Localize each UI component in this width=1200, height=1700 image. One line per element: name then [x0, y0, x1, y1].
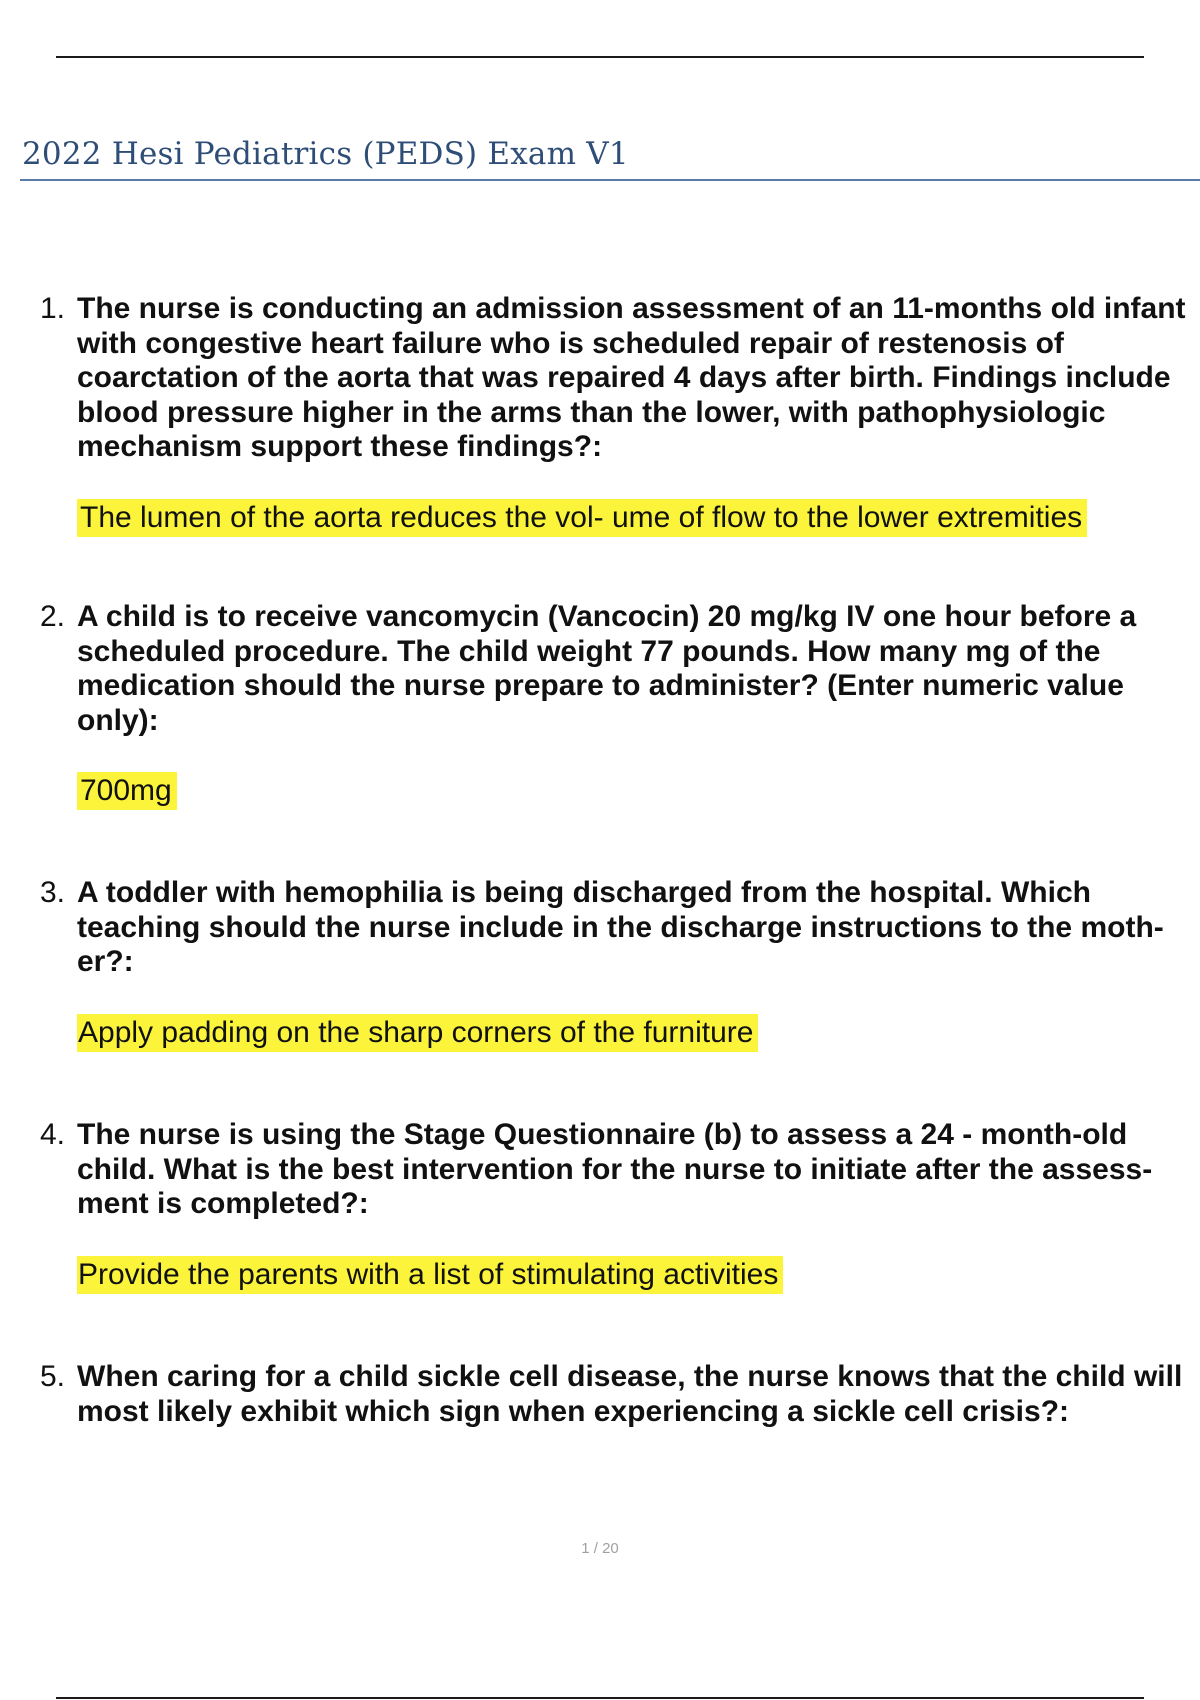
answer-highlight: 700mg — [77, 772, 177, 810]
answer-highlight: Provide the parents with a list of stimulating activities — [77, 1256, 783, 1294]
answer-highlight: Apply padding on the sharp corners of the furniture — [77, 1014, 758, 1052]
question-text: A child is to receive vancomycin (Vancocin) 20 mg/kg IV one hour before a scheduled procedure. The child weight 77 pounds. How many mg of the medication should the nurse prepare to administer? (Enter numeric value only): — [77, 600, 1137, 737]
question-number: 4. — [40, 1118, 66, 1151]
question-number: 1. — [40, 292, 66, 325]
question-2 — [40, 600, 1190, 810]
question-5 — [40, 1360, 1190, 1429]
question-text: The nurse is conducting an admission assessment of an 11-months old infant with congestive heart failure who is scheduled repair of restenosis of coarctation of the aorta that was repaired 4 days after birth. Findings include blood pressure higher in the arms than the lower, with pathophysiologic mechanism support these findings?: — [77, 292, 1186, 463]
title-underline — [20, 179, 1200, 181]
question-4 — [40, 1118, 1190, 1294]
page-indicator: 1 / 20 — [581, 1540, 619, 1557]
header-rule — [56, 56, 1144, 58]
question-number: 3. — [40, 876, 66, 909]
question-number: 2. — [40, 600, 66, 633]
footer-rule — [56, 1697, 1144, 1699]
document-title: 2022 Hesi Pediatrics (PEDS) Exam V1 — [22, 136, 629, 172]
question-text: The nurse is using the Stage Questionnaire (b) to assess a 24 - month-old child. What is the best intervention for the nurse to initiate after the assess- ment is completed?: — [77, 1118, 1153, 1220]
question-number: 5. — [40, 1360, 66, 1393]
question-1 — [40, 292, 1190, 537]
answer-highlight: The lumen of the aorta reduces the vol- ume of flow to the lower extremities — [77, 499, 1087, 537]
question-3 — [40, 876, 1190, 1052]
question-text: A toddler with hemophilia is being discharged from the hospital. Which teaching should the nurse include in the discharge instructions to the moth- er?: — [77, 876, 1164, 978]
question-text: When caring for a child sickle cell disease, the nurse knows that the child will most likely exhibit which sign when experiencing a sickle cell crisis?: — [77, 1360, 1183, 1428]
